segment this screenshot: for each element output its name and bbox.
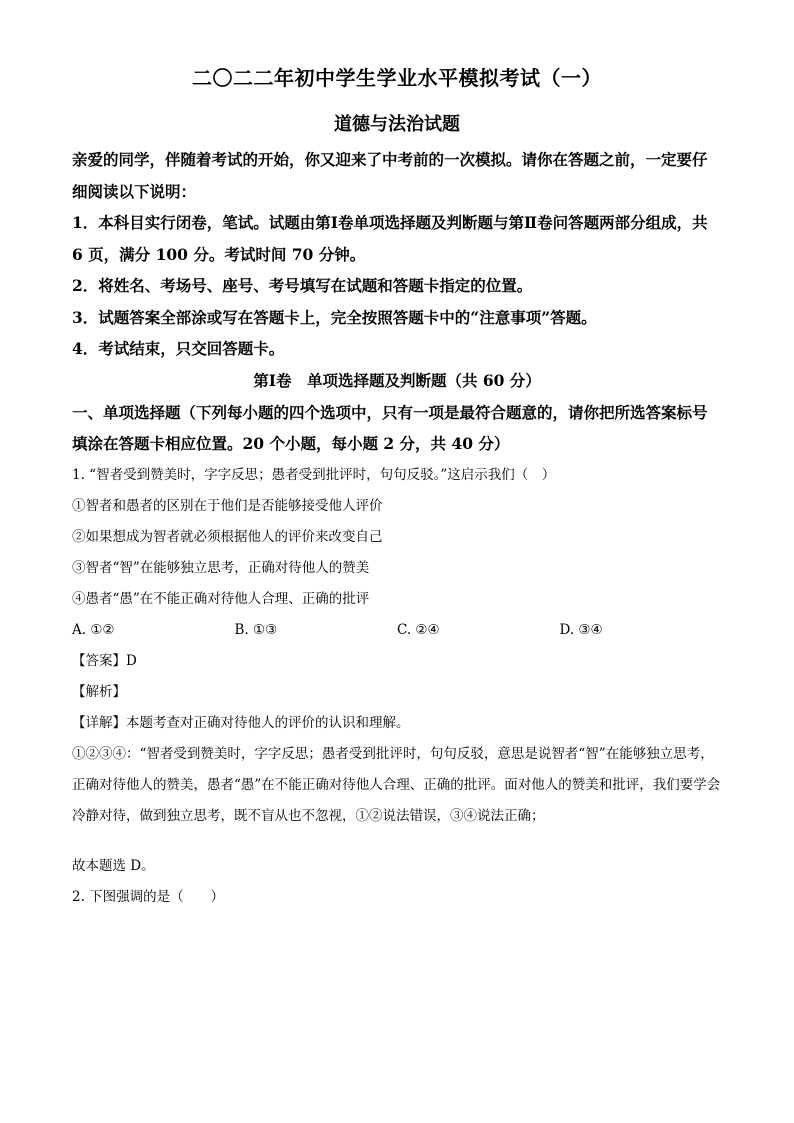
option-c: C. ②④ [397,621,440,638]
option-a: A. ①② [72,621,115,638]
instruction-4: 4．考试结束，只交回答题卡。 [72,339,285,358]
instruction-2: 2．将姓名、考场号、座号、考号填写在试题和答题卡指定的位置。 [72,276,533,295]
section-heading: 第Ⅰ卷 单项选择题及判断题（共 60 分） [253,370,541,390]
question-1-statement-2: ②如果想成为智者就必须根据他人的评价来改变自己 [72,528,383,545]
question-2-stem: 2. 下图强调的是（ ） [72,888,225,905]
instruction-1: 1．本科目实行闭卷，笔试。试题由第Ⅰ卷单项选择题及判断题与第Ⅱ卷问答题两部分组成，共 6 页，满分 100 分。考试时间 70 分钟。 [72,213,708,264]
part-title: 一、单项选择题（下列每小题的四个选项中，只有一项是最符合题意的，请你把所选答案标号填涂在答题卡相应位置。20 个小题，每小题 2 分，共 40 分） [72,402,708,453]
question-1-options [72,615,722,646]
explanation-text: ①②③④：“智者受到赞美时，字字反思；愚者受到批评时，句句反驳，意思是说智者“智”在能够独立思考，正确对待他人的赞美，愚者“愚”在不能正确对待他人合理、正确的批评。面对他人的赞美和批评，我们要学会冷静对待，做到独立思考，既不盲从也不忽视，①②说法错误，③④说法正确； [72,745,721,824]
instruction-intro: 亲爱的同学，伴随着考试的开始，你又迎来了中考前的一次模拟。请你在答题之前，一定要仔细阅读以下说明： [72,150,708,201]
detail-text: 【详解】本题考查对正确对待他人的评价的认识和理解。 [72,714,410,731]
option-b: B. ①③ [234,621,278,638]
question-1-statement-4: ④愚者“愚”在不能正确对待他人合理、正确的批评 [72,590,370,607]
question-1-statement-3: ③智者“智”在能够独立思考，正确对待他人的赞美 [72,559,370,576]
spacer [72,832,722,851]
option-d: D. ③④ [559,621,603,638]
page-subtitle: 道德与法治试题 [334,114,460,135]
conclusion-text: 故本题选 D。 [72,857,155,874]
question-1-statement-1: ①智者和愚者的区别在于他们是否能够接受他人评价 [72,497,383,514]
question-1-stem: 1. “智者受到赞美时，字字反思；愚者受到批评时，句句反驳。”这启示我们（ ） [72,466,556,483]
page-title: 二〇二二年初中学生学业水平模拟考试（一） [192,66,602,90]
instruction-3: 3．试题答案全部涂或写在答题卡上，完全按照答题卡中的“注意事项”答题。 [72,307,597,327]
exam-page [72,62,722,913]
answer-label: 【答案】D [72,652,137,669]
analysis-label: 【解析】 [72,683,126,700]
